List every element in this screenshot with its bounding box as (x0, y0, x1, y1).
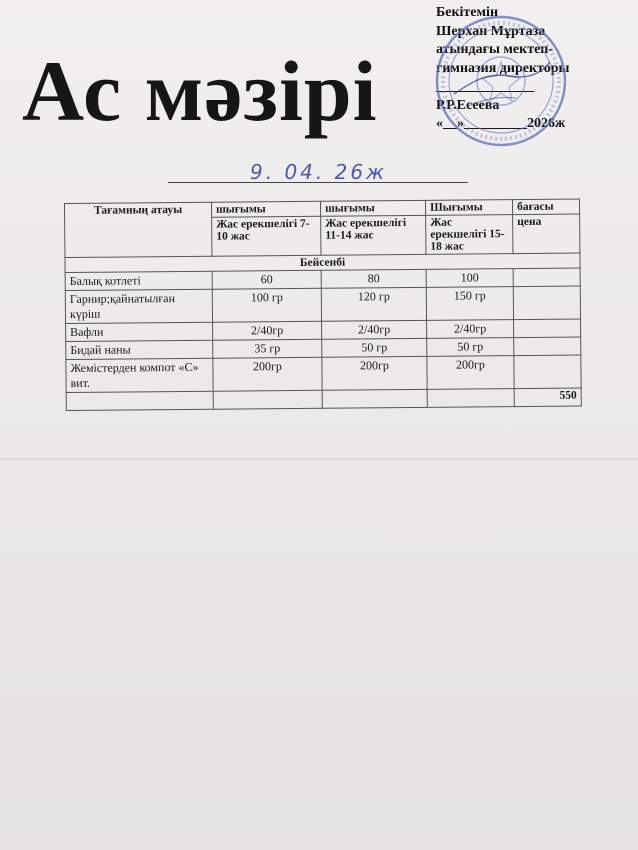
total-empty-cell (66, 391, 213, 410)
day-label: Бейсенбі (65, 253, 580, 272)
dish-name: Вафли (66, 322, 213, 341)
price-cell (514, 337, 581, 356)
yield-cell: 35 гр (213, 339, 322, 358)
header-dish-name: Тағамның атауы (65, 202, 212, 257)
price-cell (514, 355, 581, 389)
price-cell (514, 319, 581, 338)
yield-cell: 200гр (322, 356, 427, 390)
total-row (66, 388, 581, 410)
approval-line: Бекітемін (436, 5, 499, 20)
menu-table (64, 198, 582, 410)
table-row (66, 355, 581, 392)
total-empty-cell (213, 390, 322, 409)
total-empty-cell (322, 389, 427, 408)
table-row (65, 286, 580, 323)
approval-line: Шерхан Мұртаза (436, 23, 546, 39)
price-cell (513, 286, 580, 320)
yield-cell: 200гр (213, 357, 322, 391)
subheader-age-15-18: Жас ерекшелігі 15-18 жас (426, 215, 513, 255)
header-yield-2: шығымы (320, 200, 425, 216)
header-price: бағасы (512, 199, 579, 215)
yield-cell: 100 гр (212, 288, 321, 322)
header-yield-3: Шығымы (425, 200, 512, 216)
approval-line: «__»_________2026ж (436, 116, 566, 131)
yield-cell: 120 гр (321, 287, 426, 321)
approval-block (436, 4, 636, 134)
yield-cell: 200гр (427, 356, 514, 390)
dish-name: Балық котлеті (65, 271, 212, 290)
yield-cell: 2/40гр (427, 320, 514, 339)
page-title: Ас мәзірі (22, 43, 378, 139)
yield-cell: 2/40гр (213, 321, 322, 340)
yield-cell: 80 (321, 269, 426, 288)
yield-cell: 100 (426, 269, 513, 288)
dish-name: Бидай наны (66, 340, 213, 359)
total-empty-cell (427, 389, 514, 408)
date-underline (168, 182, 468, 183)
approval-line: гимназия директоры (436, 60, 570, 76)
dish-name: Гарнир;қайнатылған күріш (65, 289, 212, 323)
yield-cell: 50 гр (427, 338, 514, 357)
subheader-price: цена (513, 214, 580, 254)
price-cell (513, 268, 580, 287)
subheader-age-7-10: Жас ерекшелігі 7-10 жас (212, 216, 321, 256)
paper-fold (0, 458, 638, 460)
dish-name: Жемістерден компот «С» вит. (66, 358, 213, 392)
yield-cell: 2/40гр (322, 320, 427, 339)
yield-cell: 60 (212, 270, 321, 289)
approval-line: Р.Р.Есеева (436, 97, 500, 113)
approval-signature-line: ______________ (436, 79, 534, 94)
approval-line: атындағы мектеп- (436, 42, 554, 57)
handwritten-date: 9. 04. 26ж (250, 160, 388, 184)
header-yield-1: шығымы (211, 201, 320, 217)
subheader-age-11-14: Жас ерекшелігі 11-14 жас (321, 215, 426, 255)
total-price: 550 (514, 388, 581, 407)
yield-cell: 150 гр (426, 287, 513, 321)
yield-cell: 50 гр (322, 338, 427, 357)
